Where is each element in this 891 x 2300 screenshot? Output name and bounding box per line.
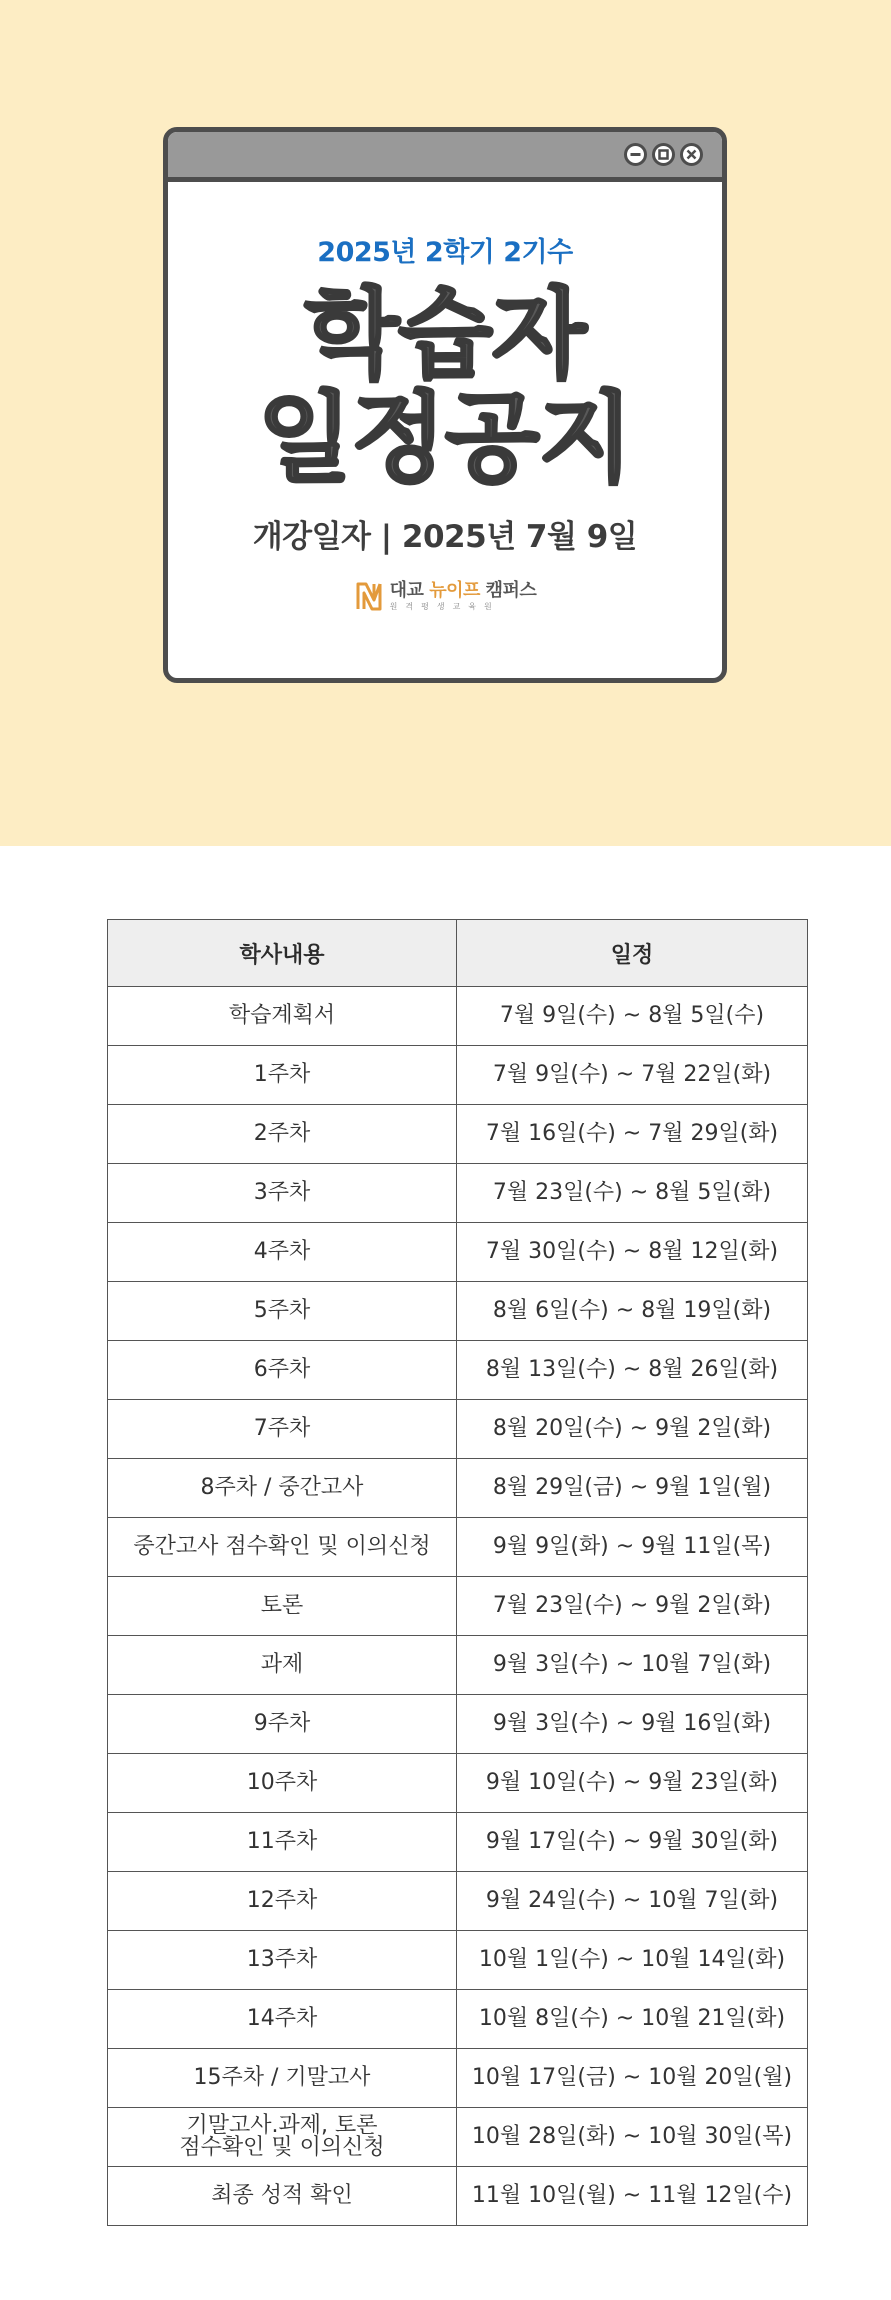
table-row bbox=[108, 1105, 808, 1164]
row-date: 7월 9일(수) ~ 7월 22일(화) bbox=[456, 1046, 807, 1105]
row-date: 9월 3일(수) ~ 10월 7일(화) bbox=[456, 1636, 807, 1695]
table-row bbox=[108, 1046, 808, 1105]
row-date: 10월 28일(화) ~ 10월 30일(목) bbox=[456, 2108, 807, 2167]
row-item: 11주차 bbox=[108, 1813, 457, 1872]
browser-window-frame bbox=[163, 127, 727, 683]
header-schedule: 일정 bbox=[456, 920, 807, 987]
row-item: 8주차 / 중간고사 bbox=[108, 1459, 457, 1518]
table-row bbox=[108, 1459, 808, 1518]
row-item: 4주차 bbox=[108, 1223, 457, 1282]
row-item: 토론 bbox=[108, 1577, 457, 1636]
window-body bbox=[168, 230, 722, 612]
table-row bbox=[108, 1223, 808, 1282]
header-content: 학사내용 bbox=[108, 920, 457, 987]
logo-subtext: 원격평생교육원 bbox=[389, 601, 500, 611]
row-item: 2주차 bbox=[108, 1105, 457, 1164]
row-date: 7월 23일(수) ~ 8월 5일(화) bbox=[456, 1164, 807, 1223]
table-row bbox=[108, 2049, 808, 2108]
row-item-line-1: 기말고사.과제, 토론 bbox=[186, 2113, 378, 2138]
row-item: 14주차 bbox=[108, 1990, 457, 2049]
row-date: 9월 9일(화) ~ 9월 11일(목) bbox=[456, 1518, 807, 1577]
row-date: 9월 17일(수) ~ 9월 30일(화) bbox=[456, 1813, 807, 1872]
row-item: 9주차 bbox=[108, 1695, 457, 1754]
table-row bbox=[108, 1577, 808, 1636]
table-row bbox=[108, 1518, 808, 1577]
row-date: 7월 16일(수) ~ 7월 29일(화) bbox=[456, 1105, 807, 1164]
table-row bbox=[108, 1164, 808, 1223]
row-date: 8월 13일(수) ~ 8월 26일(화) bbox=[456, 1341, 807, 1400]
row-date: 11월 10일(월) ~ 11월 12일(수) bbox=[456, 2167, 807, 2226]
row-date: 9월 3일(수) ~ 9월 16일(화) bbox=[456, 1695, 807, 1754]
table-row bbox=[108, 2108, 808, 2167]
table-row bbox=[108, 2167, 808, 2226]
row-date: 8월 20일(수) ~ 9월 2일(화) bbox=[456, 1400, 807, 1459]
table-row bbox=[108, 1636, 808, 1695]
hero-banner bbox=[0, 0, 891, 846]
row-date: 9월 24일(수) ~ 10월 7일(화) bbox=[456, 1872, 807, 1931]
table-row bbox=[108, 987, 808, 1046]
row-item: 12주차 bbox=[108, 1872, 457, 1931]
close-icon[interactable] bbox=[679, 142, 704, 167]
row-date: 7월 30일(수) ~ 8월 12일(화) bbox=[456, 1223, 807, 1282]
row-date: 10월 1일(수) ~ 10월 14일(화) bbox=[456, 1931, 807, 1990]
row-item: 10주차 bbox=[108, 1754, 457, 1813]
row-item: 6주차 bbox=[108, 1341, 457, 1400]
campus-logo bbox=[168, 580, 722, 612]
row-date: 9월 10일(수) ~ 9월 23일(화) bbox=[456, 1754, 807, 1813]
row-item: 과제 bbox=[108, 1636, 457, 1695]
minimize-icon[interactable] bbox=[623, 142, 648, 167]
table-header-row bbox=[108, 920, 808, 987]
row-item: 15주차 / 기말고사 bbox=[108, 2049, 457, 2108]
table-row bbox=[108, 1931, 808, 1990]
window-controls bbox=[623, 142, 704, 167]
row-item: 학습계획서 bbox=[108, 987, 457, 1046]
n-logo-icon bbox=[354, 580, 384, 612]
row-date: 8월 6일(수) ~ 8월 19일(화) bbox=[456, 1282, 807, 1341]
table-row bbox=[108, 1990, 808, 2049]
table-row bbox=[108, 1695, 808, 1754]
row-item-line-2: 점수확인 및 이의신청 bbox=[179, 2135, 385, 2160]
start-date: 개강일자 | 2025년 7월 9일 bbox=[252, 519, 638, 555]
logo-text-daekyo: 대교 bbox=[389, 579, 430, 601]
row-item: 3주차 bbox=[108, 1164, 457, 1223]
row-item: 7주차 bbox=[108, 1400, 457, 1459]
row-date: 8월 29일(금) ~ 9월 1일(월) bbox=[456, 1459, 807, 1518]
table-row bbox=[108, 1400, 808, 1459]
row-item: 중간고사 점수확인 및 이의신청 bbox=[108, 1518, 457, 1577]
table-row bbox=[108, 1282, 808, 1341]
row-date: 7월 23일(수) ~ 9월 2일(화) bbox=[456, 1577, 807, 1636]
table-row bbox=[108, 1872, 808, 1931]
row-item: 5주차 bbox=[108, 1282, 457, 1341]
title-line-2: 일정공지 bbox=[257, 382, 633, 496]
maximize-icon[interactable] bbox=[651, 142, 676, 167]
row-date: 10월 17일(금) ~ 10월 20일(월) bbox=[456, 2049, 807, 2108]
page-title bbox=[168, 278, 722, 496]
logo-text-campus: 캠퍼스 bbox=[479, 579, 537, 601]
row-item bbox=[108, 2108, 457, 2167]
window-titlebar bbox=[168, 132, 722, 182]
row-item: 최종 성적 확인 bbox=[108, 2167, 457, 2226]
title-line-1: 학습자 bbox=[304, 278, 586, 392]
table-row bbox=[108, 1341, 808, 1400]
table-row bbox=[108, 1754, 808, 1813]
table-row bbox=[108, 1813, 808, 1872]
schedule-table bbox=[107, 919, 808, 2226]
row-date: 7월 9일(수) ~ 8월 5일(수) bbox=[456, 987, 807, 1046]
row-item: 1주차 bbox=[108, 1046, 457, 1105]
row-date: 10월 8일(수) ~ 10월 21일(화) bbox=[456, 1990, 807, 2049]
logo-text-newif: 뉴이프 bbox=[429, 579, 480, 601]
row-item: 13주차 bbox=[108, 1931, 457, 1990]
semester-subtitle: 2025년 2학기 2기수 bbox=[317, 237, 573, 268]
